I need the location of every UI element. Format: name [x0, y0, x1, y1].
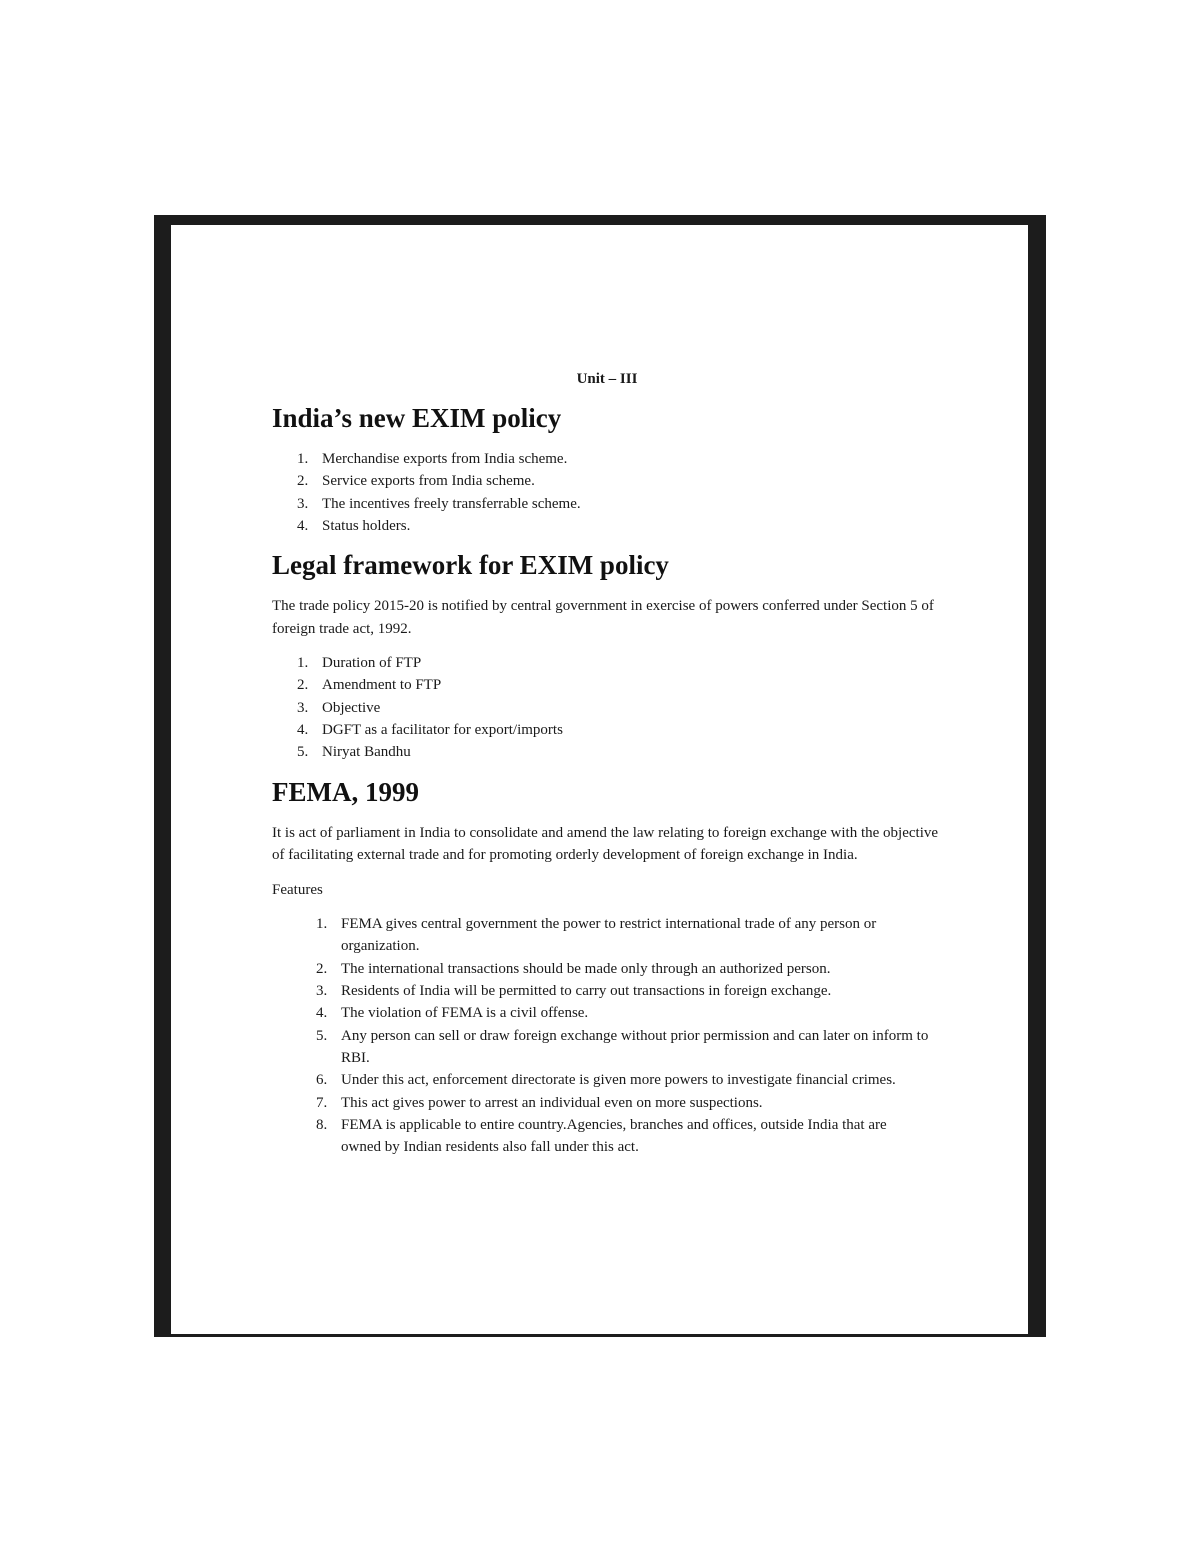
- list-number: 7.: [316, 1094, 328, 1111]
- list-item: [272, 980, 942, 1002]
- list-item: [272, 448, 942, 470]
- list-item: [272, 1025, 942, 1070]
- list-item-text: Objective: [322, 699, 381, 716]
- heading-exim-policy: India’s new EXIM policy: [272, 403, 562, 433]
- list-item: [272, 1069, 942, 1091]
- list-item-text: This act gives power to arrest an individual even on more suspections.: [341, 1094, 763, 1111]
- list-number: 4.: [297, 722, 309, 739]
- list-item-text: Residents of India will be permitted to carry out transactions in foreign exchange.: [341, 983, 832, 1000]
- list-number: 3.: [316, 983, 328, 1000]
- list-number: 6.: [316, 1072, 328, 1089]
- list-item: [272, 1114, 942, 1159]
- unit-label: Unit – III: [576, 371, 638, 387]
- list-number: 4.: [297, 517, 309, 534]
- list-number: 3.: [297, 495, 309, 512]
- list-number: 2.: [297, 677, 309, 694]
- list-item-text: Any person can sell or draw foreign exchange without prior permission and can later on inform to RBI.: [341, 1027, 929, 1066]
- document-page: [171, 225, 1028, 1334]
- features-label: Features: [272, 881, 323, 898]
- list-item-text: Under this act, enforcement directorate is given more powers to investigate financial crimes.: [341, 1072, 896, 1089]
- list-item: [272, 958, 942, 980]
- list-item-text: Amendment to FTP: [322, 677, 442, 694]
- list-item: [272, 913, 942, 958]
- list-number: 5.: [316, 1027, 328, 1044]
- list-item-text: Merchandise exports from India scheme.: [322, 451, 568, 467]
- list-item: [272, 719, 942, 741]
- list-number: 5.: [297, 744, 309, 761]
- legal-framework-list: [272, 652, 942, 763]
- list-item-text: The violation of FEMA is a civil offense.: [341, 1005, 589, 1022]
- heading-legal-framework: Legal framework for EXIM policy: [272, 550, 669, 581]
- list-number: 2.: [316, 960, 328, 977]
- list-number: 4.: [316, 1005, 328, 1022]
- fema-features-list: [272, 913, 942, 1158]
- document-frame: [154, 215, 1046, 1337]
- list-item: [272, 493, 942, 515]
- list-item: [272, 470, 942, 492]
- exim-scheme-list: [272, 448, 942, 537]
- list-number: 1.: [316, 916, 328, 933]
- list-item-text: FEMA is applicable to entire country.Agencies, branches and offices, outside India that are owned by Indian residents also fall under this act.: [341, 1116, 887, 1156]
- list-number: 1.: [297, 655, 309, 672]
- list-item: [272, 1002, 942, 1024]
- heading-fema: FEMA, 1999: [272, 776, 419, 807]
- list-number: 3.: [297, 699, 309, 716]
- list-number: 1.: [297, 451, 309, 467]
- fema-paragraph: It is act of parliament in India to consolidate and amend the law relating to foreign exchange with the objective of facilitating external trade and for promoting orderly development of foreign exchange in India.: [272, 824, 939, 864]
- list-item-text: The international transactions should be made only through an authorized person.: [341, 960, 831, 977]
- list-item-text: DGFT as a facilitator for export/imports: [322, 722, 563, 739]
- list-item: [272, 652, 942, 674]
- list-item: [272, 741, 942, 763]
- list-item-text: Status holders.: [322, 517, 411, 534]
- list-item-text: Niryat Bandhu: [322, 744, 411, 761]
- list-item-text: Duration of FTP: [322, 655, 422, 672]
- legal-paragraph: The trade policy 2015-20 is notified by central government in exercise of powers conferred under Section 5 of foreign trade act, 1992.: [272, 598, 934, 637]
- page-content: [272, 370, 942, 1170]
- list-number: 2.: [297, 473, 309, 490]
- list-number: 8.: [316, 1116, 328, 1133]
- list-item-text: FEMA gives central government the power to restrict international trade of any person or organization.: [341, 916, 877, 955]
- list-item: [272, 697, 942, 719]
- list-item: [272, 515, 942, 537]
- list-item-text: The incentives freely transferrable scheme.: [322, 495, 581, 512]
- list-item-text: Service exports from India scheme.: [322, 473, 535, 490]
- list-item: [272, 1092, 942, 1114]
- list-item: [272, 674, 942, 696]
